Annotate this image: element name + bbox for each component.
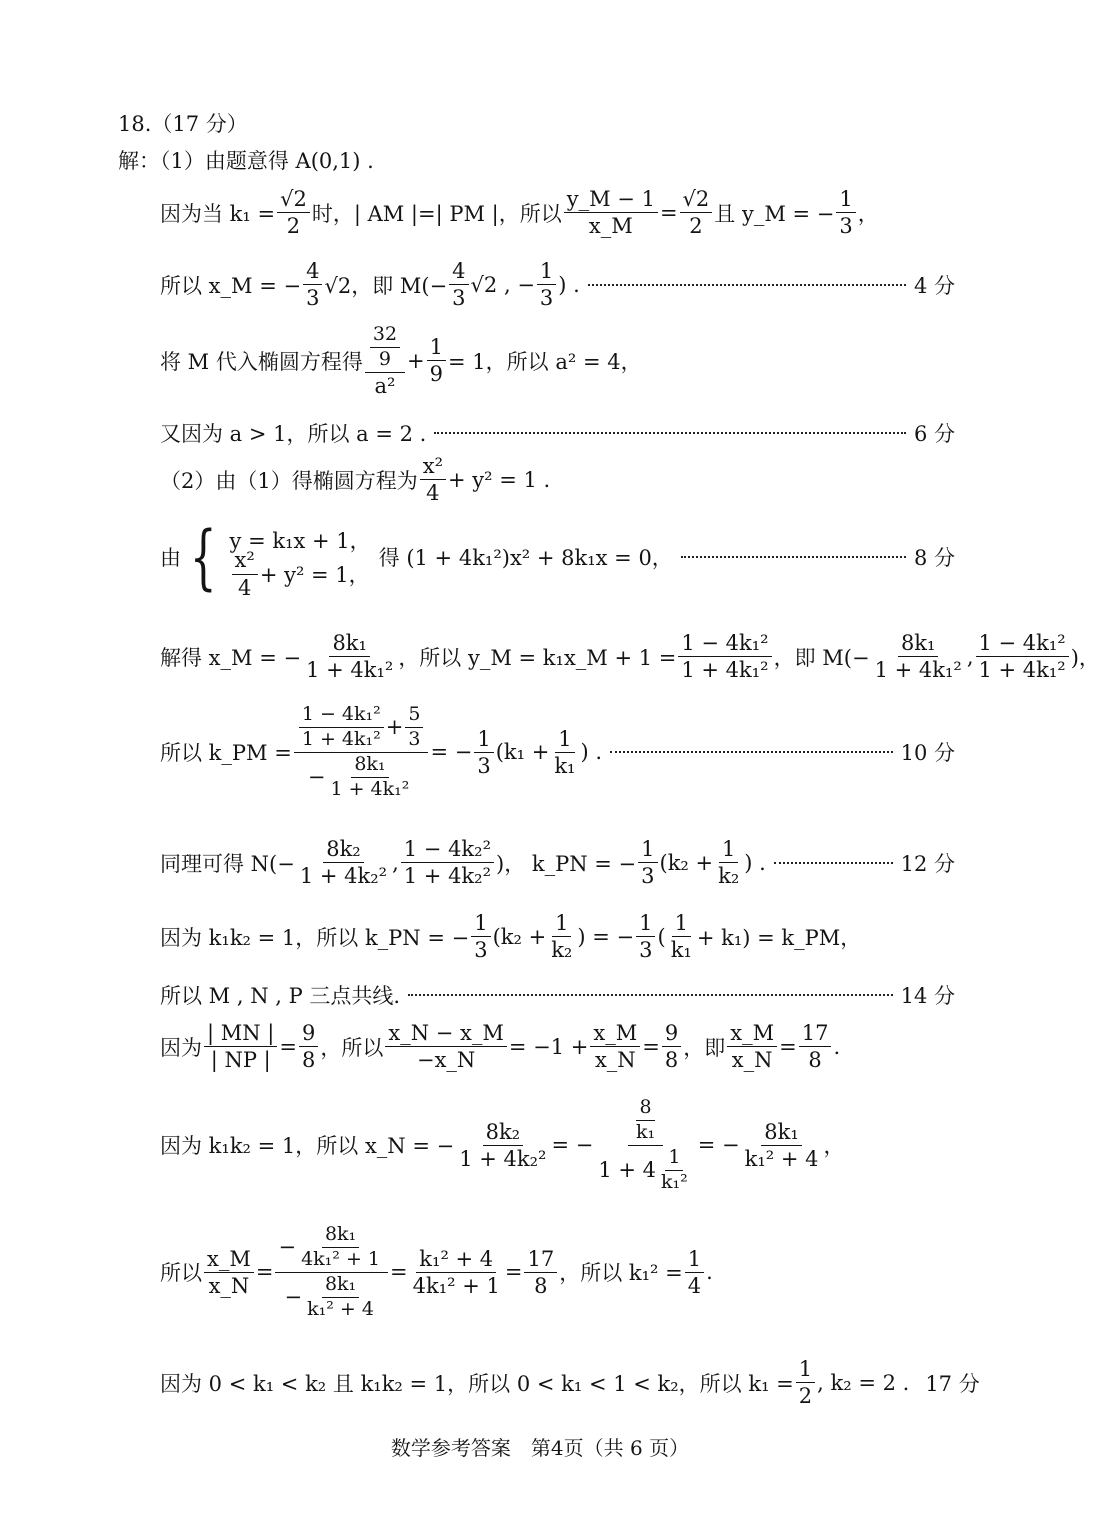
step-substitute: 将 M 代入椭圆方程得 $\frac{\frac{32}{9}}{\text{a²}}$ + $\frac{1}{9}$ = 1，所以 a² = 4， [160,323,642,398]
step-system: 由 { y = k₁x + 1， $\frac{\text{x²}}{4}$ + y² = 1， 得 (1 + 4k₁²)x² + 8k₁x = 0， 8 分 [160,516,955,600]
score-mark: 8 分 [913,546,955,570]
dot-leader [588,284,906,286]
part1-intro: 解：（1）由题意得 A(0,1) . [118,149,374,173]
page-footer: 数学参考答案 第4页（共 6 页） [390,1436,690,1460]
fraction: $\frac{√2}{2}$ [277,188,310,237]
score-mark: 4 分 [913,273,955,298]
part2-ellipse: （2）由（1）得椭圆方程为 $\frac{\text{x²}}{4}$ + y² = 1 . [160,454,551,506]
step-a-value: 又因为 a > 1，所以 a = 2 . 6 分 [160,418,955,448]
step-n: 同理可得 N(− $\frac{\text{8k₂}}{\text{1 + 4k₂²}}$ , $\frac{\text{1 − 4k₂²}}{\text{1 + 4k₂²}}$ )， k_PN = − $\frac{1}{3}$ (k₂ + $\frac{1}{\text{k₂}}$ ) . 12 分 [160,837,955,889]
fraction: $\frac{√2}{2}$ [680,188,713,237]
problem-heading: 18.（17 分） [118,112,248,136]
step-condition: 因为当 k₁ = $\frac{√2}{2}$ 时，| AM |=| PM |，所以 $\frac{y\_M - 1}{x\_M}$ = $\frac{√2}{2}$ 且 y_M = − $\frac{1}{3}$ ， [160,187,879,239]
step-solve-m: 解得 x_M = − $\frac{\text{8k₁}}{\text{1 + 4k₁²}}$ ，所以 y_M = k₁x_M + 1 = $\frac{\text{1 − 4k₁²}}{\text{1 + 4k₁²}}$ ，即 M(− $\frac{\text{8k₁}}{\text{1 + 4k₁²}}$ , $\frac{\text{1 − 4k₁²}}{\text{1 + 4k₁²}}$ )， [160,631,1100,683]
step-xn: 因为 k₁k₂ = 1，所以 x_N = − $\frac{\text{8k₂}}{\text{1 + 4k₂²}}$ = − $\frac{8}{\text{k₁}}$ 1 + 4 $\frac{1}{\text{k₁²}}$ = − $\frac{\text{8k₁}}{\text{k₁² + 4}}$ ， [160,1096,845,1193]
step-xm: 所以 x_M = − $\frac{4}{3}$ √2，即 M(− $\frac{4}{3}$ √2 , − $\frac{1}{3}$ ) . 4 分 [160,259,955,311]
score-mark: 14 分 [900,984,955,1008]
fraction: $\frac{y\_M - 1}{x\_M}$ [564,188,658,237]
step-final: 因为 0 < k₁ < k₂ 且 k₁k₂ = 1，所以 0 < k₁ < 1 < k₂，所以 k₁ = $\frac{1}{2}$ , k₂ = 2 . 17 分 [160,1357,980,1409]
score-mark: 6 分 [913,422,955,446]
score-mark: 10 分 [900,741,955,766]
score-mark: 17 分 [925,1371,980,1396]
step-k1-squared: 所以 $\frac{x\_M}{x\_N}$ = − $\frac{\text{8k₁}}{\text{4k₁² + 1}}$ − $\frac{\text{8k₁}}{\text{k₁² + 4}}$ = $\frac{\text{k₁² + 4}}{\text{4k₁² + 1}}$ = $\frac{17}{8}$ ，所以 k₁² = $\frac{1}{4}$ . [160,1223,713,1320]
step-kpm: 所以 k_PM = $\frac{\text{1 − 4k₁²}}{\text{1 + 4k₁²}}$ + $\frac{5}{3}$ − $\frac{\text{8k₁}}{\text{1 + 4k₁²}}$ = − $\frac{1}{3}$ (k₁ + $\frac{1}{\text{k₁}}$ ) . 10 分 [160,703,955,800]
step-collinear: 所以 M , N , P 三点共线. 14 分 [160,980,955,1010]
step-ratio: 因为 $\frac{| MN |}{| NP |}$ = $\frac{9}{8}$ ，所以 $\frac{x\_N - x\_M}{-x\_N}$ = −1 + $\frac{x\_M}{x\_N}$ = $\frac{9}{8}$ ，即 $\frac{x\_M}{x\_N}$ = $\frac{17}{8}$ . [160,1021,841,1073]
fraction: $\frac{1}{3}$ [836,188,855,237]
score-mark: 12 分 [900,851,955,876]
step-kpn: 因为 k₁k₂ = 1，所以 k_PN = − $\frac{1}{3}$ (k₂ + $\frac{1}{\text{k₂}}$ ) = − $\frac{1}{3}$ ( $\frac{1}{\text{k₁}}$ + k₁) = k_PM， [160,911,862,963]
